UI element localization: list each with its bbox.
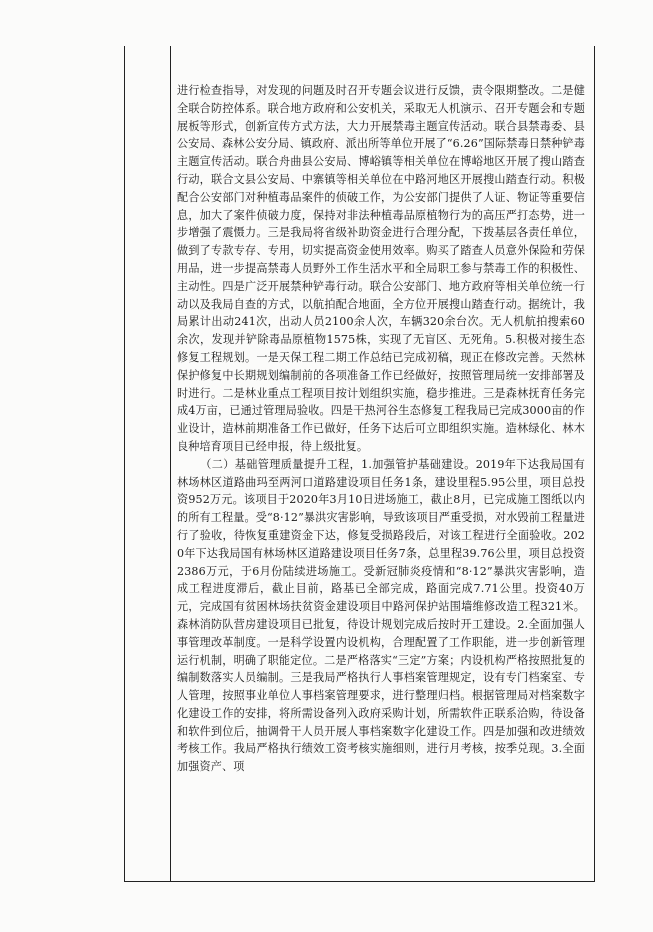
table-left-column [125,46,171,881]
report-body [177,82,585,776]
body-paragraph-2: （二）基础管理质量提升工程，1.加强管护基础建设。2019年下达我局国有林场林区道路曲玛至两河口道路建设项目任务1条，建设里程5.95公里，项目总投资952万元。该项目于2020年3月10日进场施工，截止8月，已完成施工图纸以内的所有工程量。受“8·12”暴洪灾害影响，导致该项目严重受损，对水毁前工程量进行了验收，待恢复重建资金下达，修复受损路段后，对该工程进行全面验收。2020年下达我局国有林场林区道路建设项目任务7条，总里程39.76公里，项目总投资2386万元，于6月份陆续进场施工。受新冠肺炎疫情和“8·12”暴洪灾害影响，造成工程进度滞后，截止目前，路基已全部完成，路面完成7.71公里。投资40万元，完成国有贫困林场扶贫资金建设项目中路河保护站围墙维修改造工程321米。森林消防队营房建设项目已批复，待设计规划完成后按时开工建设。2.全面加强人事管理改革制度。一是科学设置内设机构，合理配置了工作职能，进一步创新管理运行机制，明确了职能定位。二是严格落实“三定”方案；内设机构严格按照批复的编制数落实人员编制。三是我局严格执行人事档案管理规定，设有专门档案室、专人管理，按照事业单位人事档案管理要求，进行整理归档。根据管理局对档案数字化建设工作的安排，将所需设备列入政府采购计划，所需软件正联系洽购，待设备和软件到位后，抽调骨干人员开展人事档案数字化建设工作。四是加强和改进绩效考核工作。我局严格执行绩效工资考核实施细则，进行月考核，按季兑现。3.全面加强资产、项 [177,457,585,774]
form-table-cell [124,46,595,882]
body-paragraph-1: 进行检查指导，对发现的问题及时召开专题会议进行反馈，责令限期整改。二是健全联合防控体系。联合地方政府和公安机关，采取无人机演示、召开专题会和专题展板等形式，创新宣传方式方法，大力开展禁毒主题宣传活动。联合县禁毒委、县公安局、森林公安分局、镇政府、派出所等单位开展了“6.26”国际禁毒日禁种铲毒主题宣传活动。联合舟曲县公安局、博峪镇等相关单位在博峪地区开展了搜山踏查行动，联合文县公安局、中寨镇等相关单位在中路河地区开展搜山踏查行动。积极配合公安部门对种植毒品案件的侦破工作，为公安部门提供了人证、物证等重要信息，加大了案件侦破力度，保持对非法种植毒品原植物行为的高压严打态势，进一步增强了震慑力。三是我局将省级补助资金进行合理分配，下拨基层各责任单位，做到了专款专存、专用，切实提高资金使用效率。购买了踏查人员意外保险和劳保用品，进一步提高禁毒人员野外工作生活水平和全局职工参与禁毒工作的积极性、主动性。四是广泛开展禁种铲毒行动。联合公安部门、地方政府等相关单位统一行动以及我局自查的方式，以航拍配合地面，全方位开展搜山踏查行动。据统计，我局累计出动241次，出动人员2100余人次，车辆320余台次。无人机航拍搜索60余次，发现并铲除毒品原植物1575株，实现了无盲区、无死角。5.积极对接生态修复工程规划。一是天保工程二期工作总结已完成初稿，现正在修改完善。天然林保护修复中长期规划编制前的各项准备工作已经做好，按照管理局统一安排部署及时进行。二是林业重点工程项目按计划组织实施，稳步推进。三是森林抚育任务完成4万亩，已通过管理局验收。四是干热河谷生态修复工程我局已完成3000亩的作业设计，造林前期准备工作已做好，任务下达后可立即组织实施。造林绿化、林木良种培育项目已经申报，待上级批复。 [177,84,585,453]
